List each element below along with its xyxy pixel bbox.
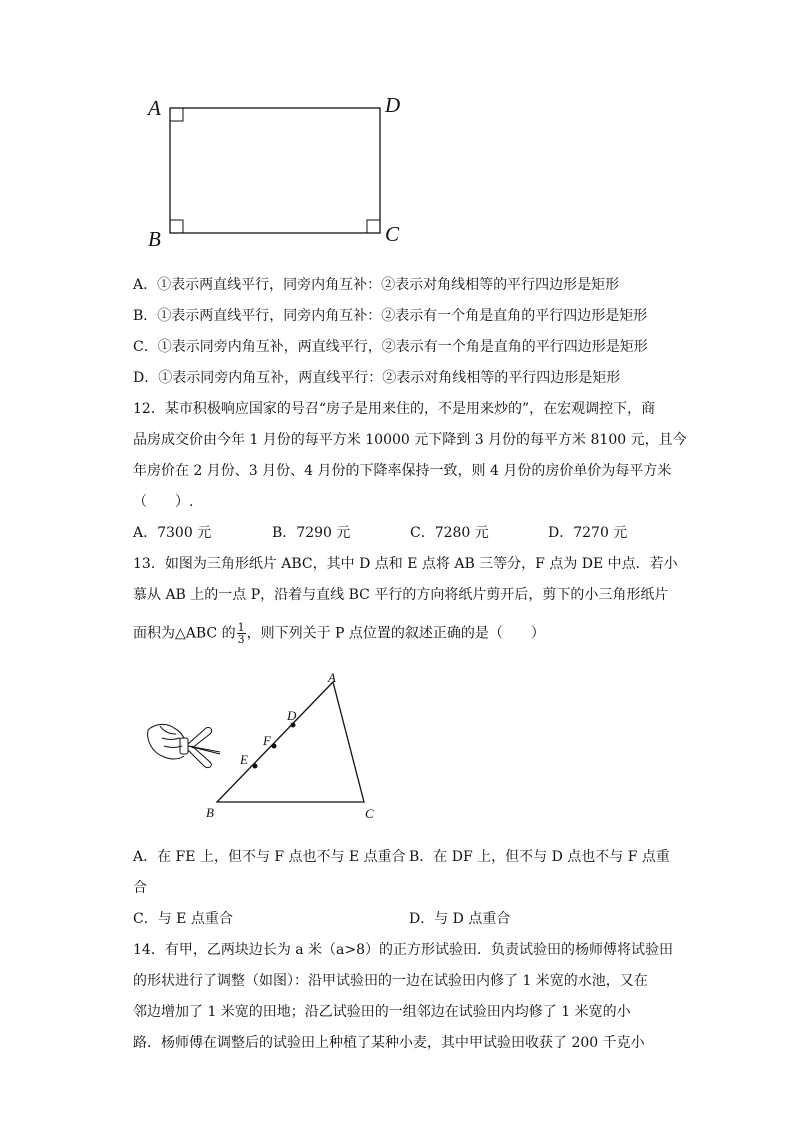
q11-option-a: A．①表示两直线平行，同旁内角互补：②表示对角线相等的平行四边形是矩形	[133, 277, 620, 293]
q12-option-c: C．7280 元	[410, 525, 489, 541]
triangle-label-d: D	[287, 708, 297, 723]
q13-option-b-wrap: 合	[133, 880, 147, 896]
q12-line-2: 品房成交价由今年 1 月份的每平方米 10000 元下降到 3 月份的每平方米 8100 元，且今	[133, 432, 687, 448]
q12-option-a: A．7300 元	[133, 525, 212, 541]
q11-option-b: B．①表示两直线平行，同旁内角互补：②表示有一个角是直角的平行四边形是矩形	[133, 308, 648, 324]
fraction-one-third	[237, 622, 246, 645]
q12-line-1: 12．某市积极响应国家的号召“房子是用来住的，不是用来炒的”，在宏观调控下，商	[133, 401, 656, 417]
triangle-label-b: B	[206, 805, 214, 820]
q13-option-a: A．在 FE 上，但不与 F 点也不与 E 点重合	[133, 849, 406, 865]
triangle-label-c: C	[365, 806, 374, 821]
q11-option-c: C．①表示同旁内角互补，两直线平行，②表示有一个角是直角的平行四边形是矩形	[133, 339, 648, 355]
q12-line-4: （ ）.	[133, 494, 194, 510]
q14-line-2: 的形状进行了调整（如图）：沿甲试验田的一边在试验田内修了 1 米宽的水池，又在	[133, 973, 648, 989]
q12-option-d: D．7270 元	[548, 525, 628, 541]
q13-line-2: 慕从 AB 上的一点 P，沿着与直线 BC 平行的方向将纸片剪开后，剪下的小三角形纸片	[133, 587, 669, 603]
q13-line-3	[133, 622, 545, 645]
q11-option-d: D．①表示同旁内角互补，两直线平行：②表示对角线相等的平行四边形是矩形	[133, 370, 621, 386]
triangle-label-a: A	[328, 670, 336, 685]
q14-line-4: 路．杨师傅在调整后的试验田上种植了某种小麦，其中甲试验田收获了 200 千克小	[133, 1035, 645, 1051]
rectangle-diagram	[140, 90, 410, 250]
q13-option-b: B．在 DF 上，但不与 D 点也不与 F 点重	[409, 849, 670, 865]
q13-line-3-pre: 面积为△ABC 的	[133, 625, 236, 642]
q13-line-3-post: ，则下列关于 P 点位置的叙述正确的是（ ）	[246, 625, 545, 642]
q14-line-1: 14．有甲，乙两块边长为 a 米（a>8）的正方形试验田．负责试验田的杨师傅将试验田	[133, 942, 674, 958]
fraction-numerator: 1	[237, 621, 245, 634]
fraction-denominator: 3	[237, 633, 245, 646]
rectangle-figure	[140, 90, 410, 250]
vertex-label-b: B	[148, 227, 161, 251]
q12-option-b: B．7290 元	[272, 525, 351, 541]
q14-line-3: 邻边增加了 1 米宽的田地；沿乙试验田的一组邻边在试验田内均修了 1 米宽的小	[133, 1004, 631, 1020]
q12-line-3: 年房价在 2 月份、3 月份、4 月份的下降率保持一致，则 4 月份的房价单价为每平方米	[133, 463, 672, 479]
q13-option-c: C．与 E 点重合	[133, 911, 233, 927]
vertex-label-d: D	[385, 93, 401, 117]
vertex-label-c: C	[385, 222, 400, 246]
q13-option-d: D．与 D 点重合	[409, 911, 511, 927]
triangle-label-e: E	[240, 752, 248, 767]
q13-line-1: 13．如图为三角形纸片 ABC，其中 D 点和 E 点将 AB 三等分，F 点为 DE 中点．若小	[133, 556, 678, 572]
triangle-label-f: F	[263, 733, 271, 748]
vertex-label-a: A	[148, 96, 161, 120]
